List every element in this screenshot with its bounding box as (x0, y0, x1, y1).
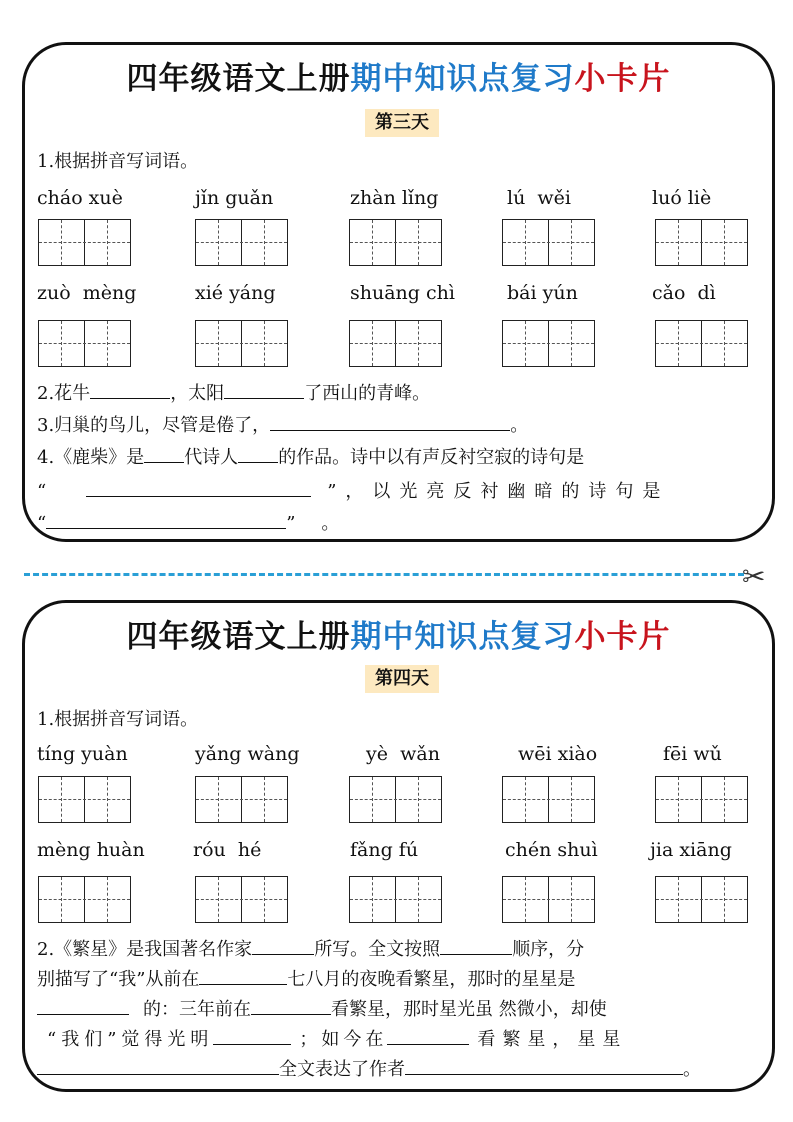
title-part-black: 四年级语文上册 (126, 61, 351, 97)
pinyin-label: chén shuì (505, 839, 598, 861)
q4-text-h: 。 (321, 513, 340, 534)
writing-grid[interactable] (655, 776, 748, 823)
pinyin-label: jǐn guǎn (195, 187, 274, 209)
day-badge: 第三天 (365, 109, 439, 137)
pinyin-label: róu hé (193, 839, 262, 861)
answer-blank[interactable] (252, 936, 314, 955)
writing-grid[interactable] (502, 876, 595, 923)
pinyin-label: yè wǎn (360, 743, 440, 765)
q2-text-c: 顺序，分 (512, 939, 585, 960)
q2-text-g: 看繁星，那时星光虽 然微小，却使 (331, 999, 607, 1020)
pinyin-label: luó liè (652, 187, 712, 209)
pinyin-label: shuāng chì (350, 282, 455, 304)
title-part-red: 小卡片 (574, 619, 671, 655)
pinyin-label: tíng yuàn (37, 743, 128, 765)
question-2-line-4 (37, 1025, 756, 1051)
q2-text-l: 。 (683, 1059, 701, 1080)
q4-text-a: 4.《鹿柴》是 (37, 447, 145, 468)
title-part-blue: 期中知识点复习 (350, 619, 575, 655)
q2-text-b: 所写。全文按照 (314, 939, 441, 960)
scissors-icon: ✂ (742, 560, 766, 593)
card-day-three (22, 42, 775, 542)
pinyin-label: bái yún (507, 282, 578, 304)
writing-grid[interactable] (38, 776, 131, 823)
q4-text-d: “ (37, 481, 47, 502)
question-1-heading: 1.根据拼音写词语。 (37, 151, 199, 172)
title-part-red: 小卡片 (574, 61, 671, 97)
question-3 (37, 411, 756, 437)
answer-blank[interactable] (251, 996, 331, 1015)
pinyin-label: mèng huàn (37, 839, 145, 861)
q2-text-k: 全文表达了作者 (279, 1059, 405, 1080)
day-badge: 第四天 (365, 665, 439, 693)
question-1-heading: 1.根据拼音写词语。 (37, 709, 199, 730)
q2-text-f: 的：三年前在 (143, 999, 251, 1020)
question-2-line-3 (37, 995, 756, 1021)
card-title (25, 53, 772, 98)
writing-grid[interactable] (349, 876, 442, 923)
card-day-four (22, 600, 775, 1092)
writing-grid[interactable] (502, 776, 595, 823)
q2-text-e: 七八月的夜晚看繁星，那时的星星是 (287, 969, 576, 990)
pinyin-label: jia xiāng (650, 839, 732, 861)
q4-text-g: ” (286, 513, 296, 534)
pinyin-label: cháo xuè (37, 187, 123, 209)
title-part-black: 四年级语文上册 (126, 619, 351, 655)
writing-grid[interactable] (502, 320, 595, 367)
writing-grid[interactable] (502, 219, 595, 266)
answer-blank[interactable] (440, 936, 512, 955)
answer-blank[interactable] (37, 1056, 279, 1075)
writing-grid[interactable] (38, 876, 131, 923)
q2-text-j: 看繁星，星星 (477, 1029, 628, 1050)
cut-line (24, 573, 744, 576)
pinyin-label: zhàn lǐng (350, 187, 439, 209)
writing-grid[interactable] (655, 320, 748, 367)
answer-blank[interactable] (387, 1026, 469, 1045)
question-4-line-2 (37, 477, 756, 503)
question-4-line-3 (37, 509, 756, 535)
pinyin-label: fēi wǔ (663, 743, 722, 765)
q3-text-a: 3.归巢的鸟儿，尽管是倦了， (37, 415, 271, 436)
question-2-line-5 (37, 1055, 756, 1081)
answer-blank[interactable] (199, 966, 287, 985)
question-4 (37, 443, 756, 469)
q2-text-d: 别描写了“我”从前在 (37, 969, 200, 990)
pinyin-label: xié yáng (195, 282, 276, 304)
pinyin-label: cǎo dì (652, 282, 716, 304)
writing-grid[interactable] (38, 219, 131, 266)
q2-text-a: 2.花牛 (37, 383, 91, 404)
question-2 (37, 379, 756, 405)
answer-blank[interactable] (144, 444, 184, 463)
answer-blank[interactable] (213, 1026, 291, 1045)
answer-blank[interactable] (270, 412, 510, 431)
q2-text-b: ，太阳 (170, 383, 225, 404)
title-part-blue: 期中知识点复习 (350, 61, 575, 97)
writing-grid[interactable] (195, 876, 288, 923)
q3-text-b: 。 (510, 415, 529, 436)
pinyin-label: lú wěi (507, 187, 571, 209)
writing-grid[interactable] (349, 320, 442, 367)
q4-text-f: “ (37, 513, 47, 534)
q2-text-h: “我们”觉得光明 (47, 1029, 214, 1050)
question-2-line-2 (37, 965, 756, 991)
writing-grid[interactable] (38, 320, 131, 367)
answer-blank[interactable] (37, 996, 129, 1015)
writing-grid[interactable] (195, 219, 288, 266)
pinyin-label: wēi xiào (518, 743, 598, 765)
writing-grid[interactable] (195, 776, 288, 823)
answer-blank[interactable] (238, 444, 278, 463)
question-2 (37, 935, 756, 961)
answer-blank[interactable] (405, 1056, 683, 1075)
q2-text-c: 了西山的青峰。 (304, 383, 431, 404)
q4-text-e: ”，以光亮反衬幽暗的诗句是 (327, 481, 670, 502)
answer-blank[interactable] (46, 510, 286, 529)
card-title (25, 611, 772, 656)
writing-grid[interactable] (349, 219, 442, 266)
answer-blank[interactable] (224, 380, 304, 399)
q2-text-a: 2.《繁星》是我国著名作家 (37, 939, 253, 960)
q4-text-b: 代诗人 (184, 447, 239, 468)
answer-blank[interactable] (90, 380, 170, 399)
q4-text-c: 的作品。诗中以有声反衬空寂的诗句是 (278, 447, 585, 468)
pinyin-label: yǎng wàng (195, 743, 300, 765)
answer-blank[interactable] (86, 478, 311, 497)
q2-text-i: ；如今在 (299, 1029, 388, 1050)
writing-grid[interactable] (349, 776, 442, 823)
writing-grid[interactable] (195, 320, 288, 367)
pinyin-label: fǎng fú (350, 839, 419, 861)
writing-grid[interactable] (655, 876, 748, 923)
writing-grid[interactable] (655, 219, 748, 266)
pinyin-label: zuò mèng (37, 282, 137, 304)
